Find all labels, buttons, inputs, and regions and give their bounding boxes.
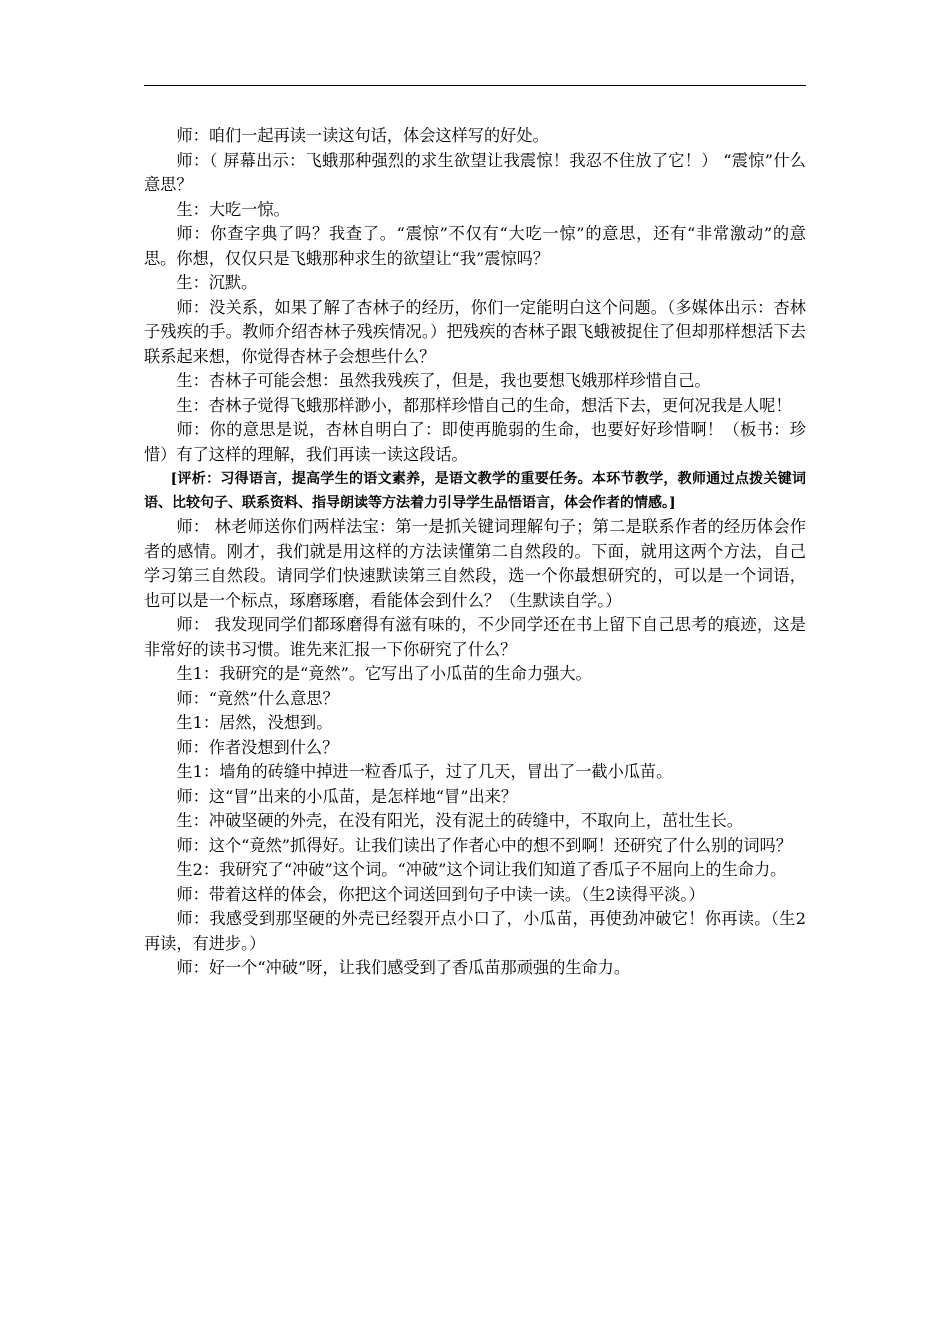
paragraph: 师：咱们一起再读一读这句话，体会这样写的好处。 (176, 126, 549, 145)
header-rule (144, 85, 806, 86)
paragraph: 生：冲破坚硬的外壳，在没有阳光，没有泥土的砖缝中，不取向上，茁壮生长。 (176, 811, 743, 830)
paragraph: 师：你的意思是说，杏林自明白了：即使再脆弱的生命，也要好好珍惜啊！（板书：珍惜）有了这样的理解，我们再读一读这段话。 (144, 420, 806, 464)
document-body (144, 124, 806, 981)
paragraph: 生2：我研究了“冲破”这个词。“冲破”这个词让我们知道了香瓜子不屈向上的生命力。 (176, 860, 787, 879)
paragraph: 师：好一个“冲破”呀，让我们感受到了香瓜苗那顽强的生命力。 (176, 958, 631, 977)
paragraph: 师：这个“竟然”抓得好。让我们读出了作者心中的想不到啊！还研究了什么别的词吗？ (176, 835, 792, 855)
paragraph: 师：“竟然”什么意思？ (176, 688, 339, 708)
paragraph: 师：没关系，如果了解了杏林子的经历，你们一定能明白这个问题。（多媒体出示：杏林子残疾的手。教师介绍杏林子残疾情况。）把残疾的杏林子跟飞蛾被捉住了但却那样想活下去联系起来想，你觉得杏林子会想些什么？ (144, 297, 806, 366)
paragraph: 生1：居然，没想到。 (176, 713, 333, 732)
paragraph: 生1：墙角的砖缝中掉进一粒香瓜子，过了几天，冒出了一截小瓜苗。 (176, 762, 673, 781)
paragraph: 生：杏林子可能会想：虽然我残疾了，但是，我也要想飞娥那样珍惜自己。 (176, 371, 711, 390)
paragraph: 生1：我研究的是“竟然”。它写出了小瓜苗的生命力强大。 (176, 664, 592, 683)
paragraph: 师：（ 屏幕出示：飞蛾那种强烈的求生欲望让我震惊！我忍不住放了它！） “震惊”什么意思？ (144, 150, 806, 194)
paragraph: 生：沉默。 (176, 273, 258, 292)
paragraph: 师：这“冒”出来的小瓜苗，是怎样地“冒”出来？ (176, 786, 518, 806)
paragraph: 师：我感受到那坚硬的外壳已经裂开点小口了，小瓜苗，再使劲冲破它！你再读。（生2再读，有进步。） (144, 909, 806, 953)
paragraph: 师：你查字典了吗？我查了。“震惊”不仅有“大吃一惊”的意思，还有“非常激动”的意思。你想，仅仅只是飞蛾那种求生的欲望让“我”震惊吗？ (144, 224, 806, 268)
paragraph: 生：大吃一惊。 (176, 199, 290, 219)
paragraph: 师：作者没想到什么？ (176, 737, 339, 757)
paragraph: 师： 我发现同学们都琢磨得有滋有味的，不少同学还在书上留下自己思考的痕迹，这是非常好的读书习惯。谁先来汇报一下你研究了什么？ (144, 615, 806, 659)
commentary-paragraph: [评析：习得语言，提高学生的语文素养，是语文教学的重要任务。本环节教学，教师通过点拨关键词语、比较句子、联系资料、指导朗读等方法着力引导学生品悟语言，体会作者的情感。] (144, 471, 806, 511)
paragraph: 生：杏林子觉得飞蛾那样渺小，都那样珍惜自己的生命，想活下去，更何况我是人呢！ (176, 395, 792, 415)
paragraph: 师： 林老师送你们两样法宝：第一是抓关键词理解句子；第二是联系作者的经历体会作者的感情。刚才，我们就是用这样的方法读懂第二自然段的。下面，就用这两个方法，自己学习第三自然段。请同学们快速默读第三自然段，选一个你最想研究的，可以是一个词语，也可以是一个标点，琢磨琢磨，看能体会到什么？（生默读自学。） (144, 517, 806, 610)
paragraph: 师：带着这样的体会，你把这个词送回到句子中读一读。（生2读得平淡。） (176, 884, 705, 904)
